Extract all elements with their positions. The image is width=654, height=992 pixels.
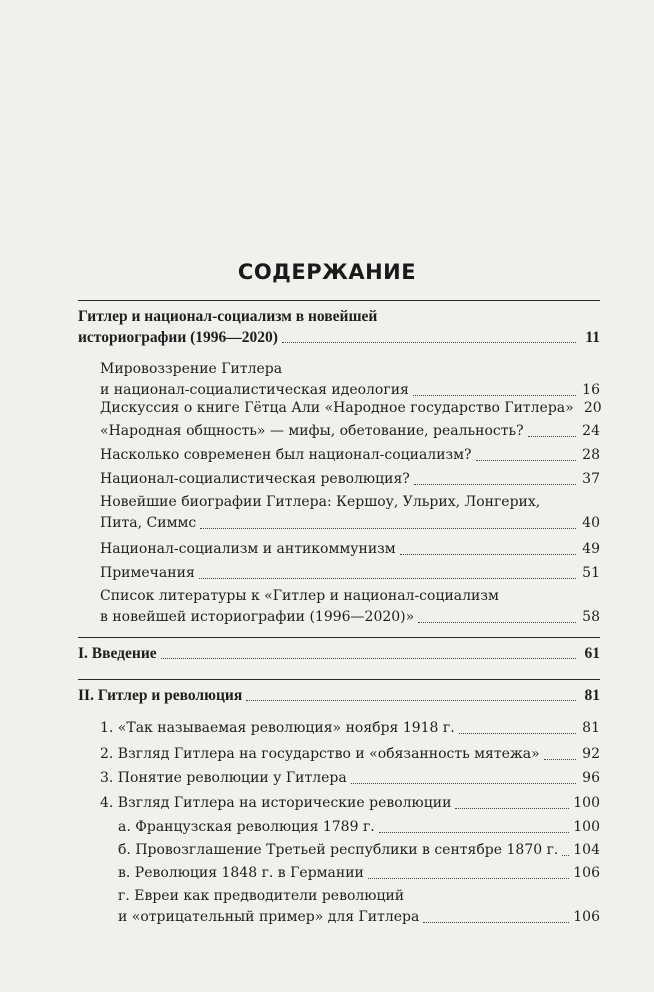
- toc-entry-section[interactable]: [78, 685, 600, 706]
- toc-entry[interactable]: [100, 359, 600, 401]
- toc-subentry[interactable]: [118, 817, 600, 838]
- toc-subentry[interactable]: [118, 863, 600, 884]
- page-number: 20: [583, 400, 602, 416]
- page-number: 58: [582, 609, 600, 625]
- entry-title-line: Новейшие биографии Гитлера: Кершоу, Ульрих, Лонгерих,: [100, 494, 541, 510]
- toc-entry[interactable]: [100, 421, 600, 442]
- page-title: СОДЕРЖАНИЕ: [237, 260, 417, 284]
- entry-title: 3. Понятие революции у Гитлера: [100, 770, 347, 786]
- entry-title: 1. «Так называемая революция» ноября 1918 г.: [100, 720, 455, 736]
- toc-subentry[interactable]: [118, 886, 600, 928]
- page-number: 96: [582, 770, 600, 786]
- leader-dots: [528, 436, 576, 437]
- page-number: 106: [573, 865, 600, 881]
- toc-entry[interactable]: [100, 768, 600, 789]
- leader-dots: [418, 622, 576, 623]
- toc-entry-section[interactable]: [78, 643, 600, 664]
- entry-title: «Народная общность» — мифы, обетование, реальность?: [100, 423, 524, 439]
- entry-title-line: Список литературы к «Гитлер и национал-социализм: [100, 588, 499, 604]
- page-number: 28: [582, 447, 600, 463]
- entry-title: Национал-социализм и антикоммунизм: [100, 541, 396, 557]
- toc-entry[interactable]: [100, 586, 600, 628]
- entry-title: в новейшей историографии (1996—2020)»: [100, 609, 415, 625]
- entry-title: и «отрицательный пример» для Гитлера: [118, 909, 420, 925]
- page-number: 61: [584, 645, 600, 662]
- toc-entry[interactable]: [100, 492, 600, 534]
- entry-title: а. Французская революция 1789 г.: [118, 819, 375, 835]
- entry-title: Дискуссия о книге Гётца Али «Народное государство Гитлера»: [100, 400, 574, 416]
- toc-entry[interactable]: [100, 563, 600, 584]
- entry-title: б. Провозглашение Третьей республики в сентябре 1870 г.: [118, 842, 559, 858]
- page-number: 16: [582, 382, 600, 398]
- leader-dots: [455, 808, 569, 809]
- leader-dots: [351, 783, 576, 784]
- page-number: 51: [582, 565, 600, 581]
- leader-dots: [200, 528, 576, 529]
- page-number: 100: [573, 819, 600, 835]
- toc-entry[interactable]: [100, 718, 600, 739]
- leader-dots: [400, 554, 576, 555]
- page-number: 104: [573, 842, 600, 858]
- entry-title: 2. Взгляд Гитлера на государство и «обязанность мятежа»: [100, 746, 540, 762]
- entry-title: историографии (1996—2020): [78, 329, 278, 346]
- page-number: 49: [582, 541, 600, 557]
- entry-title-line: Мировоззрение Гитлера: [100, 361, 283, 377]
- page-number: 81: [582, 720, 600, 736]
- leader-dots: [414, 484, 576, 485]
- entry-title: II. Гитлер и революция: [78, 687, 243, 704]
- entry-title: в. Революция 1848 г. в Германии: [118, 865, 364, 881]
- page-number: 81: [584, 687, 600, 704]
- page-number: 24: [582, 423, 600, 439]
- entry-title: I. Введение: [78, 645, 157, 662]
- section-divider: [78, 300, 600, 301]
- leader-dots: [161, 658, 576, 659]
- entry-title: Национал-социалистическая революция?: [100, 471, 410, 487]
- toc-subentry[interactable]: [118, 840, 600, 861]
- page-number: 100: [573, 795, 600, 811]
- entry-title-line: Гитлер и национал-социализм в новейшей: [78, 308, 378, 325]
- leader-dots: [199, 578, 576, 579]
- entry-title: 4. Взгляд Гитлера на исторические революции: [100, 795, 452, 811]
- entry-title-line: г. Евреи как предводители революций: [118, 888, 405, 904]
- toc-entry[interactable]: [100, 793, 600, 814]
- leader-dots: [368, 878, 569, 879]
- toc-entry[interactable]: [100, 539, 600, 560]
- leader-dots: [562, 855, 569, 856]
- section-divider: [78, 637, 600, 638]
- leader-dots: [423, 922, 569, 923]
- toc-entry-section[interactable]: [78, 306, 600, 348]
- toc-entry[interactable]: [100, 469, 600, 490]
- page-number: 37: [582, 471, 600, 487]
- page-number: 92: [582, 746, 600, 762]
- leader-dots: [459, 733, 576, 734]
- leader-dots: [544, 759, 576, 760]
- leader-dots: [476, 460, 576, 461]
- leader-dots: [246, 700, 576, 701]
- entry-title: Насколько современен был национал-социализм?: [100, 447, 472, 463]
- page-number: 11: [585, 329, 600, 346]
- toc-entry[interactable]: [100, 744, 600, 765]
- leader-dots: [282, 342, 576, 343]
- entry-title: Пита, Симмс: [100, 515, 197, 531]
- toc-entry[interactable]: [100, 445, 600, 466]
- leader-dots: [379, 832, 570, 833]
- leader-dots: [413, 395, 576, 396]
- section-divider: [78, 679, 600, 680]
- entry-title: Примечания: [100, 565, 195, 581]
- toc-entry[interactable]: [100, 398, 600, 419]
- page-number: 40: [582, 515, 600, 531]
- page-number: 106: [573, 909, 600, 925]
- entry-title: и национал-социалистическая идеология: [100, 382, 409, 398]
